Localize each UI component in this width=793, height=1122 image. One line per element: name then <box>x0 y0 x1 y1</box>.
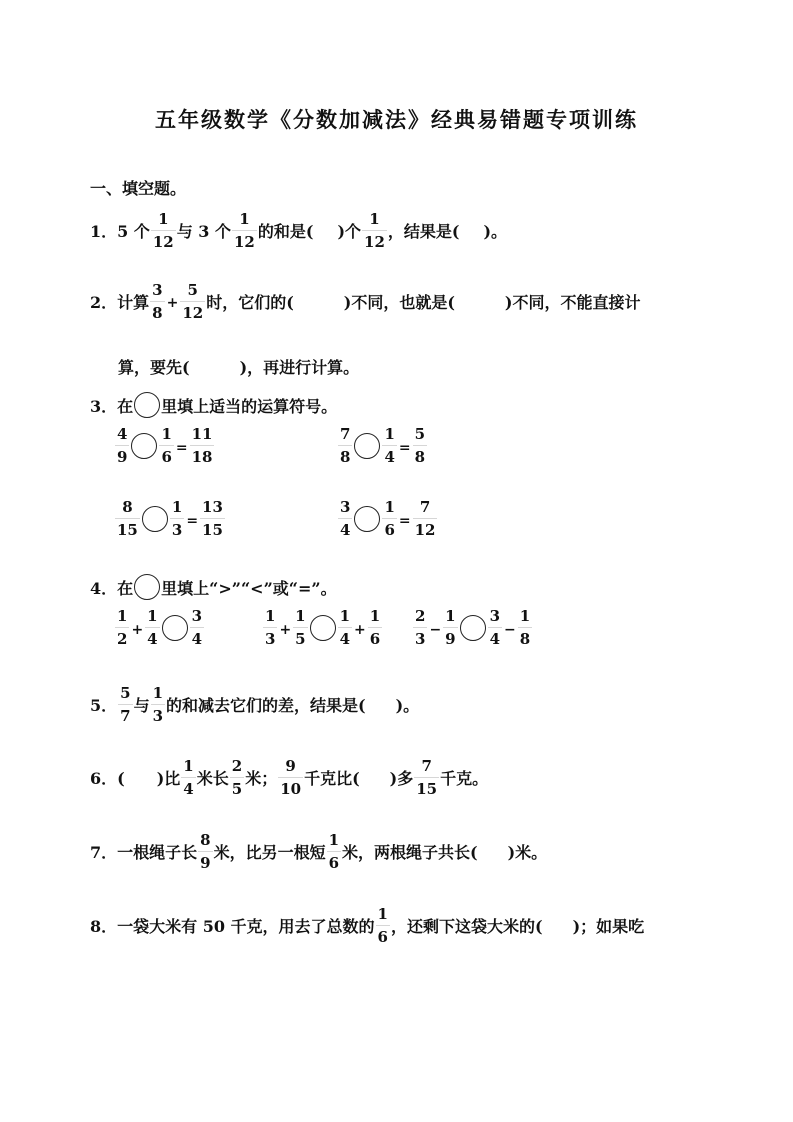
fraction: 1 4 <box>183 756 194 798</box>
fraction: 1 6 <box>328 830 340 872</box>
q2-text-d: )不同，不能直接计 <box>504 292 641 312</box>
q3-text-b: 里填上适当的运算符号。 <box>161 396 338 416</box>
fraction: 1 12 <box>364 209 385 251</box>
answer-circle[interactable] <box>142 506 168 532</box>
equals-sign: = <box>398 512 411 529</box>
q7-text-a: 7．一根绳子长 <box>90 842 198 862</box>
answer-circle[interactable] <box>131 433 157 459</box>
q5-text-b: 与 <box>133 695 150 715</box>
q1-text-e: ，结果是( <box>387 221 460 241</box>
equals-sign: = <box>398 439 411 456</box>
answer-circle[interactable] <box>162 615 188 641</box>
q5-text-d: )。 <box>395 695 420 715</box>
q8-text-b: ，还剩下这袋大米的( <box>390 916 543 936</box>
fraction: 9 10 <box>280 756 302 798</box>
answer-circle[interactable] <box>310 615 336 641</box>
fraction: 1 12 <box>234 209 255 251</box>
fraction: 1 8 <box>519 607 531 648</box>
q2-text-a: 2．计算 <box>90 292 150 312</box>
q1-text-c: 的和是( <box>257 221 314 241</box>
fraction: 1 2 <box>117 607 128 648</box>
answer-circle[interactable] <box>354 506 380 532</box>
operator: − <box>429 621 442 638</box>
operator: + <box>131 621 144 638</box>
fraction: 3 4 <box>489 607 501 648</box>
q6-text-b: )比 <box>156 768 181 788</box>
fraction: 1 6 <box>377 904 388 946</box>
fraction: 8 15 <box>117 498 138 539</box>
operator: − <box>504 621 516 638</box>
fraction: 1 9 <box>445 607 456 648</box>
fraction: 3 4 <box>340 498 351 539</box>
fraction: 3 4 <box>191 607 203 648</box>
answer-circle[interactable] <box>134 392 160 418</box>
equals-sign: = <box>186 512 199 529</box>
operator: + <box>279 621 292 638</box>
q5-text-c: 的和减去它们的差，结果是( <box>166 695 366 715</box>
fraction: 1 3 <box>152 683 164 725</box>
q3-expression-2 <box>337 425 428 466</box>
answer-circle[interactable] <box>460 615 486 641</box>
q3-expression-1 <box>114 425 215 466</box>
section-label: 一、填空题。 <box>90 178 187 198</box>
q3-text-a: 3．在 <box>90 396 134 416</box>
q1-text-f: )。 <box>483 221 508 241</box>
q4-comparison-3 <box>412 607 533 648</box>
equals-sign: = <box>175 439 188 456</box>
fraction: 1 4 <box>384 425 395 466</box>
fraction: 8 9 <box>200 830 211 872</box>
q5-text-a: 5． <box>90 695 118 715</box>
fraction: 5 7 <box>120 683 131 725</box>
page-title: 五年级数学《分数加减法》经典易错题专项训练 <box>155 107 638 132</box>
plus-sign: + <box>166 295 179 311</box>
fraction: 1 4 <box>147 607 158 648</box>
fraction: 1 4 <box>339 607 351 648</box>
q7-text-b: 米，比另一根短 <box>213 842 326 862</box>
fraction: 4 9 <box>117 425 128 466</box>
fraction: 1 6 <box>161 425 172 466</box>
fraction: 1 6 <box>369 607 381 648</box>
q6-text-a: 6．( <box>90 768 125 788</box>
fraction: 11 18 <box>191 425 213 466</box>
fraction: 7 8 <box>340 425 351 466</box>
operator: + <box>354 621 366 638</box>
q4-text-b: 里填上“>”“<”或“=”。 <box>161 578 337 598</box>
q2-text-c: )不同，也就是( <box>343 292 455 312</box>
q1-text-b: 与 3 个 <box>176 221 231 241</box>
q6-text-c: 米长 <box>196 768 229 788</box>
fraction: 13 15 <box>202 498 223 539</box>
answer-circle[interactable] <box>354 433 380 459</box>
fraction: 2 3 <box>415 607 426 648</box>
fraction: 5 8 <box>414 425 426 466</box>
q2-text-f: )，再进行计算。 <box>239 357 360 377</box>
q4-comparison-1 <box>114 607 205 648</box>
q1-text-a: 1．5 个 <box>90 221 150 241</box>
fraction: 7 15 <box>416 756 438 798</box>
fraction: 7 12 <box>414 498 436 539</box>
fraction: 1 12 <box>152 209 174 251</box>
q6-text-g: 千克。 <box>440 768 489 788</box>
q7-text-d: )米。 <box>507 842 548 862</box>
q6-text-f: )多 <box>389 768 414 788</box>
q8-text-c: )；如果吃 <box>572 916 645 936</box>
q2-text-e: 算，要先( <box>118 357 190 377</box>
q7-text-c: 米，两根绳子共长( <box>342 842 478 862</box>
q4-comparison-2 <box>262 607 383 648</box>
fraction: 1 6 <box>384 498 395 539</box>
fraction: 5 12 <box>182 280 204 322</box>
q4-text-a: 4．在 <box>90 578 134 598</box>
q2-text-b: 时，它们的( <box>206 292 294 312</box>
fraction: 2 5 <box>231 756 243 798</box>
q6-text-e: 千克比( <box>304 768 360 788</box>
answer-circle[interactable] <box>134 574 160 600</box>
q6-text-d: 米； <box>245 768 278 788</box>
fraction: 1 3 <box>265 607 276 648</box>
q3-expression-4 <box>337 498 438 539</box>
fraction: 1 3 <box>171 498 183 539</box>
q1-text-d: )个 <box>337 221 362 241</box>
q8-text-a: 8．一袋大米有 50 千克，用去了总数的 <box>90 916 375 936</box>
fraction: 3 8 <box>152 280 163 322</box>
q3-expression-3 <box>114 498 226 539</box>
fraction: 1 5 <box>295 607 306 648</box>
